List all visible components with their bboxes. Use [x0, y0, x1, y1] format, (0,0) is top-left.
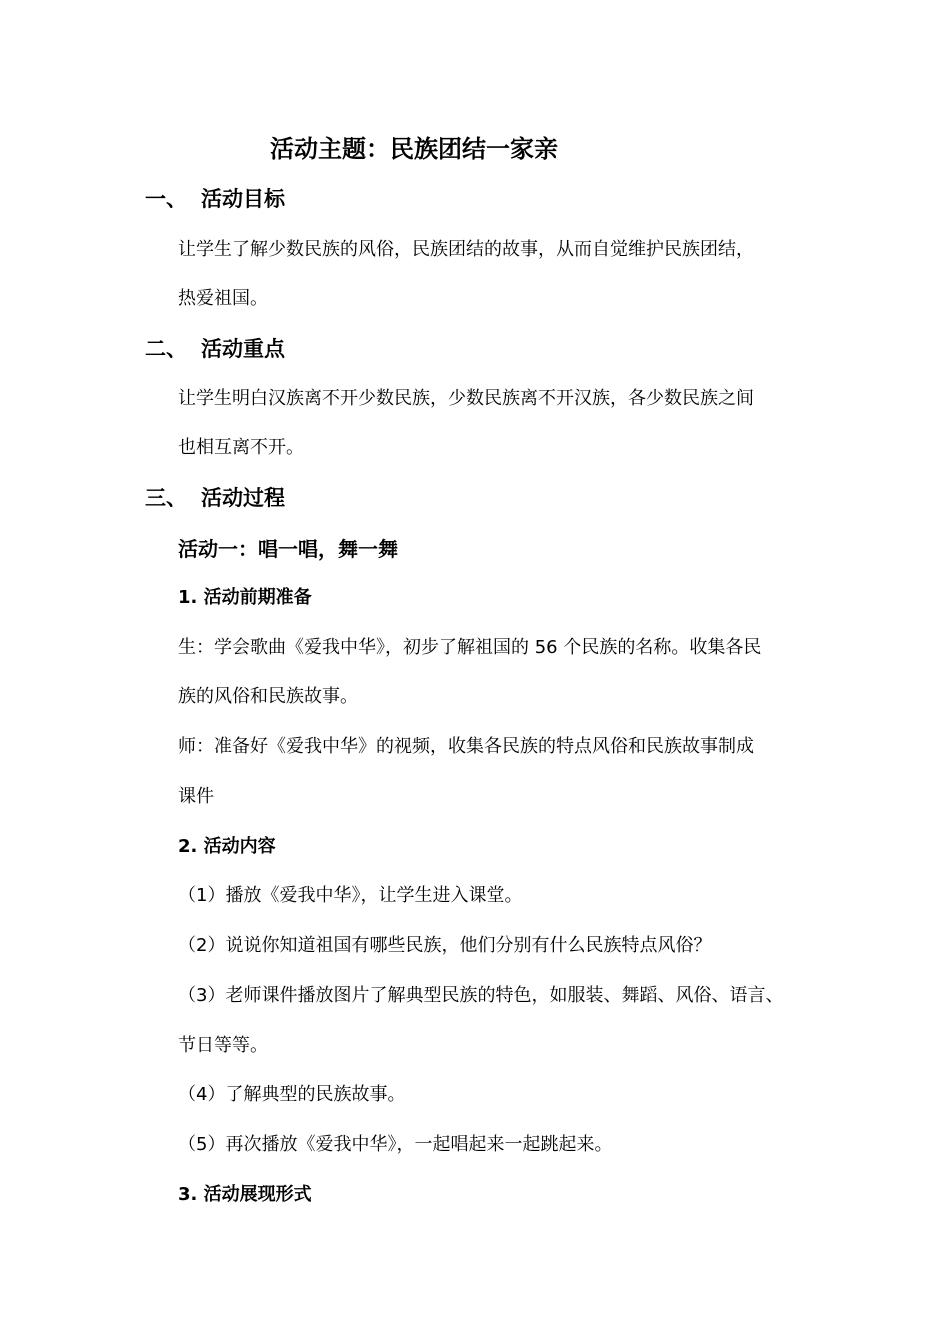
paragraph-line: 热爱祖国。 — [178, 288, 268, 309]
list-item-continuation: 节日等等。 — [178, 1035, 268, 1056]
list-item: （2）说说你知道祖国有哪些民族，他们分别有什么民族特点风俗？ — [178, 935, 712, 956]
paragraph-line: 族的风俗和民族故事。 — [178, 686, 358, 707]
paragraph-line: 课件 — [178, 786, 214, 807]
paragraph-line: 师：准备好《爱我中华》的视频，收集各民族的特点风俗和民族故事制成 — [178, 736, 754, 757]
paragraph-line: 让学生明白汉族离不开少数民族，少数民族离不开汉族，各少数民族之间 — [178, 388, 754, 409]
section-heading-goals — [145, 189, 285, 210]
list-item: （5）再次播放《爱我中华》，一起唱起来一起跳起来。 — [178, 1134, 613, 1155]
section-title: 活动目标 — [201, 187, 285, 211]
list-item: （1）播放《爱我中华》，让学生进入课堂。 — [178, 885, 523, 906]
subsection-heading: 2. 活动内容 — [178, 836, 276, 857]
list-item: （3）老师课件播放图片了解典型民族的特色，如服装、舞蹈、风俗、语言、 — [178, 985, 784, 1006]
subsection-heading: 1. 活动前期准备 — [178, 587, 312, 608]
section-number: 一、 — [145, 187, 187, 211]
section-title: 活动过程 — [201, 486, 285, 510]
section-heading-process — [145, 488, 285, 509]
section-number: 三、 — [145, 486, 187, 510]
subsection-heading: 3. 活动展现形式 — [178, 1184, 312, 1205]
paragraph-line: 生：学会歌曲《爱我中华》，初步了解祖国的 56 个民族的名称。收集各民 — [178, 637, 762, 658]
section-number: 二、 — [145, 337, 187, 361]
list-item: （4）了解典型的民族故事。 — [178, 1084, 406, 1105]
activity-title: 活动一：唱一唱，舞一舞 — [178, 537, 398, 561]
document-title: 活动主题：民族团结一家亲 — [270, 135, 558, 163]
section-title: 活动重点 — [201, 337, 285, 361]
paragraph-line: 也相互离不开。 — [178, 437, 304, 458]
paragraph-line: 让学生了解少数民族的风俗，民族团结的故事，从而自觉维护民族团结， — [178, 239, 754, 260]
section-heading-focus — [145, 339, 285, 360]
